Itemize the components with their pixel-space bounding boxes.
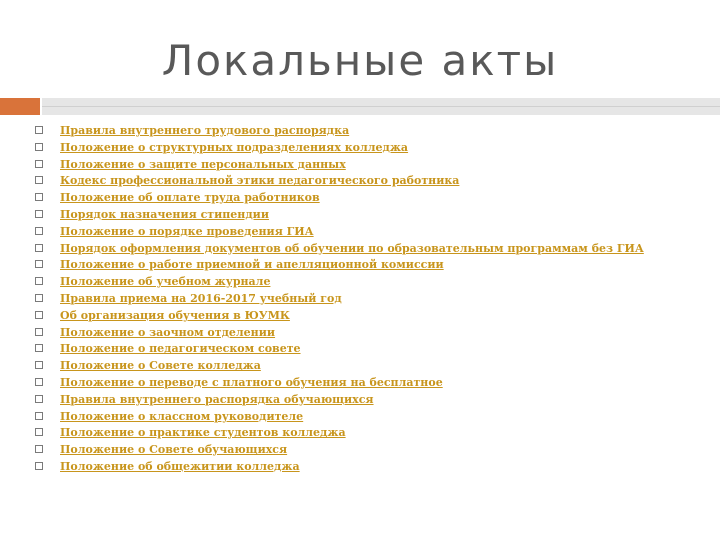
- document-link[interactable]: Порядок оформления документов об обучении по образовательным программам без ГИА: [60, 241, 644, 255]
- list-item: [30, 340, 644, 357]
- list-item: [30, 408, 644, 425]
- square-bullet-icon: [35, 328, 43, 336]
- square-bullet-icon: [35, 160, 43, 168]
- document-link[interactable]: Положение об оплате труда работников: [60, 191, 320, 205]
- document-link-list: [30, 122, 644, 475]
- list-item: [30, 391, 644, 408]
- square-bullet-icon: [35, 462, 43, 470]
- document-link[interactable]: Правила внутреннего трудового распорядка: [60, 124, 350, 137]
- list-item: [30, 189, 644, 206]
- list-item: [30, 441, 644, 458]
- document-link[interactable]: Положение о порядке проведения ГИА: [60, 224, 314, 238]
- square-bullet-icon: [35, 395, 43, 403]
- document-link[interactable]: Порядок назначения стипендии: [60, 207, 269, 221]
- list-item: [30, 458, 644, 475]
- square-bullet-icon: [35, 311, 43, 319]
- list-item: [30, 256, 644, 273]
- accent-bar: [0, 98, 40, 115]
- square-bullet-icon: [35, 210, 43, 218]
- document-link[interactable]: Положение о заочном отделении: [60, 325, 276, 339]
- square-bullet-icon: [35, 193, 43, 201]
- list-item: [30, 374, 644, 391]
- document-link[interactable]: Положение о переводе с платного обучения на бесплатное: [60, 375, 443, 389]
- document-link[interactable]: Правила приема на 2016-2017 учебный год: [60, 291, 342, 305]
- square-bullet-icon: [35, 428, 43, 436]
- title-divider: [42, 98, 720, 115]
- document-link[interactable]: Правила внутреннего распорядка обучающихся: [60, 392, 374, 406]
- document-link[interactable]: Положение о педагогическом совете: [60, 342, 301, 356]
- square-bullet-icon: [35, 176, 43, 184]
- list-item: [30, 156, 644, 173]
- square-bullet-icon: [35, 294, 43, 302]
- document-link[interactable]: Положение о работе приемной и апелляционной комиссии: [60, 258, 444, 272]
- list-item: [30, 307, 644, 324]
- list-item: [30, 324, 644, 341]
- document-link[interactable]: Положение об учебном журнале: [60, 275, 271, 289]
- list-item: [30, 139, 644, 156]
- list-item: [30, 223, 644, 240]
- document-link[interactable]: Положение о практике студентов колледжа: [60, 426, 346, 440]
- square-bullet-icon: [35, 277, 43, 285]
- square-bullet-icon: [35, 445, 43, 453]
- list-item: [30, 172, 644, 189]
- list-item: [30, 273, 644, 290]
- square-bullet-icon: [35, 244, 43, 252]
- document-link[interactable]: Положение о Совете обучающихся: [60, 443, 288, 457]
- document-link[interactable]: Кодекс профессиональной этики педагогического работника: [60, 174, 460, 188]
- list-item: [30, 290, 644, 307]
- square-bullet-icon: [35, 344, 43, 352]
- document-link[interactable]: Об организация обучения в ЮУМК: [60, 308, 290, 322]
- square-bullet-icon: [35, 260, 43, 268]
- list-item: [30, 240, 644, 257]
- document-link[interactable]: Положение об общежитии колледжа: [60, 459, 300, 473]
- page-title: Локальные акты: [161, 36, 559, 85]
- list-item: [30, 122, 644, 139]
- square-bullet-icon: [35, 412, 43, 420]
- document-link[interactable]: Положение о защите персональных данных: [60, 157, 346, 171]
- square-bullet-icon: [35, 227, 43, 235]
- document-link[interactable]: Положение о Совете колледжа: [60, 359, 261, 373]
- document-link[interactable]: Положение о классном руководителе: [60, 409, 304, 423]
- square-bullet-icon: [35, 126, 43, 134]
- list-item: [30, 424, 644, 441]
- list-item: [30, 206, 644, 223]
- square-bullet-icon: [35, 361, 43, 369]
- list-item: [30, 357, 644, 374]
- document-link[interactable]: Положение о структурных подразделениях колледжа: [60, 140, 409, 154]
- square-bullet-icon: [35, 378, 43, 386]
- square-bullet-icon: [35, 143, 43, 151]
